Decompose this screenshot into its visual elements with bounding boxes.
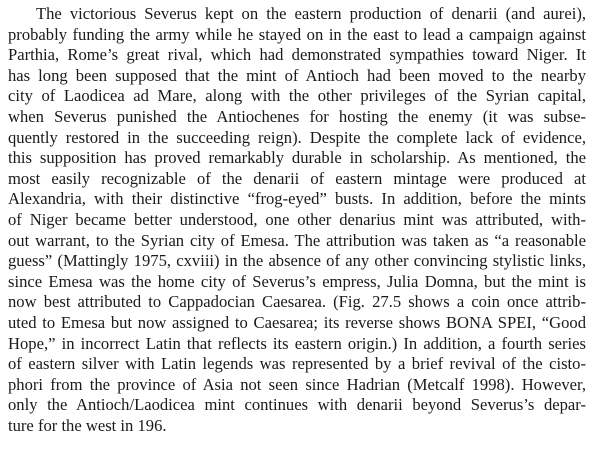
paragraph-line: of eastern silver with Latin legends was represented by a brief revival of the cisto- [8,354,586,374]
paragraph-line: ture for the west in 196. [8,415,167,435]
body-paragraph [8,4,586,436]
paragraph-line: Hope,” in incorrect Latin that reflects its eastern origin.) In addition, a fourth series [8,333,586,353]
paragraph-line: now best attributed to Cappadocian Caesarea. (Fig. 27.5 shows a coin once attrib- [8,292,586,312]
paragraph-line: this supposition has proved remarkably durable in scholarship. As mentioned, the [8,148,586,168]
paragraph-line: out warrant, to the Syrian city of Emesa. The attribution was taken as “a reasonable [8,230,586,250]
paragraph-line: most easily recognizable of the denarii of eastern mintage were produced at [8,168,586,188]
paragraph-line: quently restored in the succeeding reign). Despite the complete lack of evidence, [8,127,586,147]
paragraph-line: has long been supposed that the mint of Antioch had been moved to the nearby [8,65,586,85]
paragraph-line: only the Antioch/Laodicea mint continues with denarii beyond Severus’s depar- [8,395,586,415]
paragraph-line: uted to Emesa but now assigned to Caesarea; its reverse shows BONA SPEI, “Good [8,312,586,332]
paragraph-line: Alexandria, with their distinctive “frog-eyed” busts. In addition, before the mints [8,189,586,209]
paragraph-line: since Emesa was the home city of Severus’s empress, Julia Domna, but the mint is [8,271,586,291]
paragraph-line: guess” (Mattingly 1975, cxviii) in the absence of any other convincing stylistic links, [8,251,586,271]
paragraph-line: phori from the province of Asia not seen since Hadrian (Metcalf 1998). However, [8,374,586,394]
paragraph-line: when Severus punished the Antiochenes for hosting the enemy (it was subse- [8,106,586,126]
paragraph-line: city of Laodicea ad Mare, along with the other privileges of the Syrian capital, [8,86,586,106]
paragraph-line: of Niger became better understood, one other denarius mint was attributed, with- [8,209,586,229]
paragraph-line: The victorious Severus kept on the eastern production of denarii (and aurei), [36,4,586,23]
paragraph-line: probably funding the army while he stayed on in the east to lead a campaign against [8,24,586,44]
paragraph-line: Parthia, Rome’s great rival, which had demonstrated sympathies toward Niger. It [8,45,586,65]
